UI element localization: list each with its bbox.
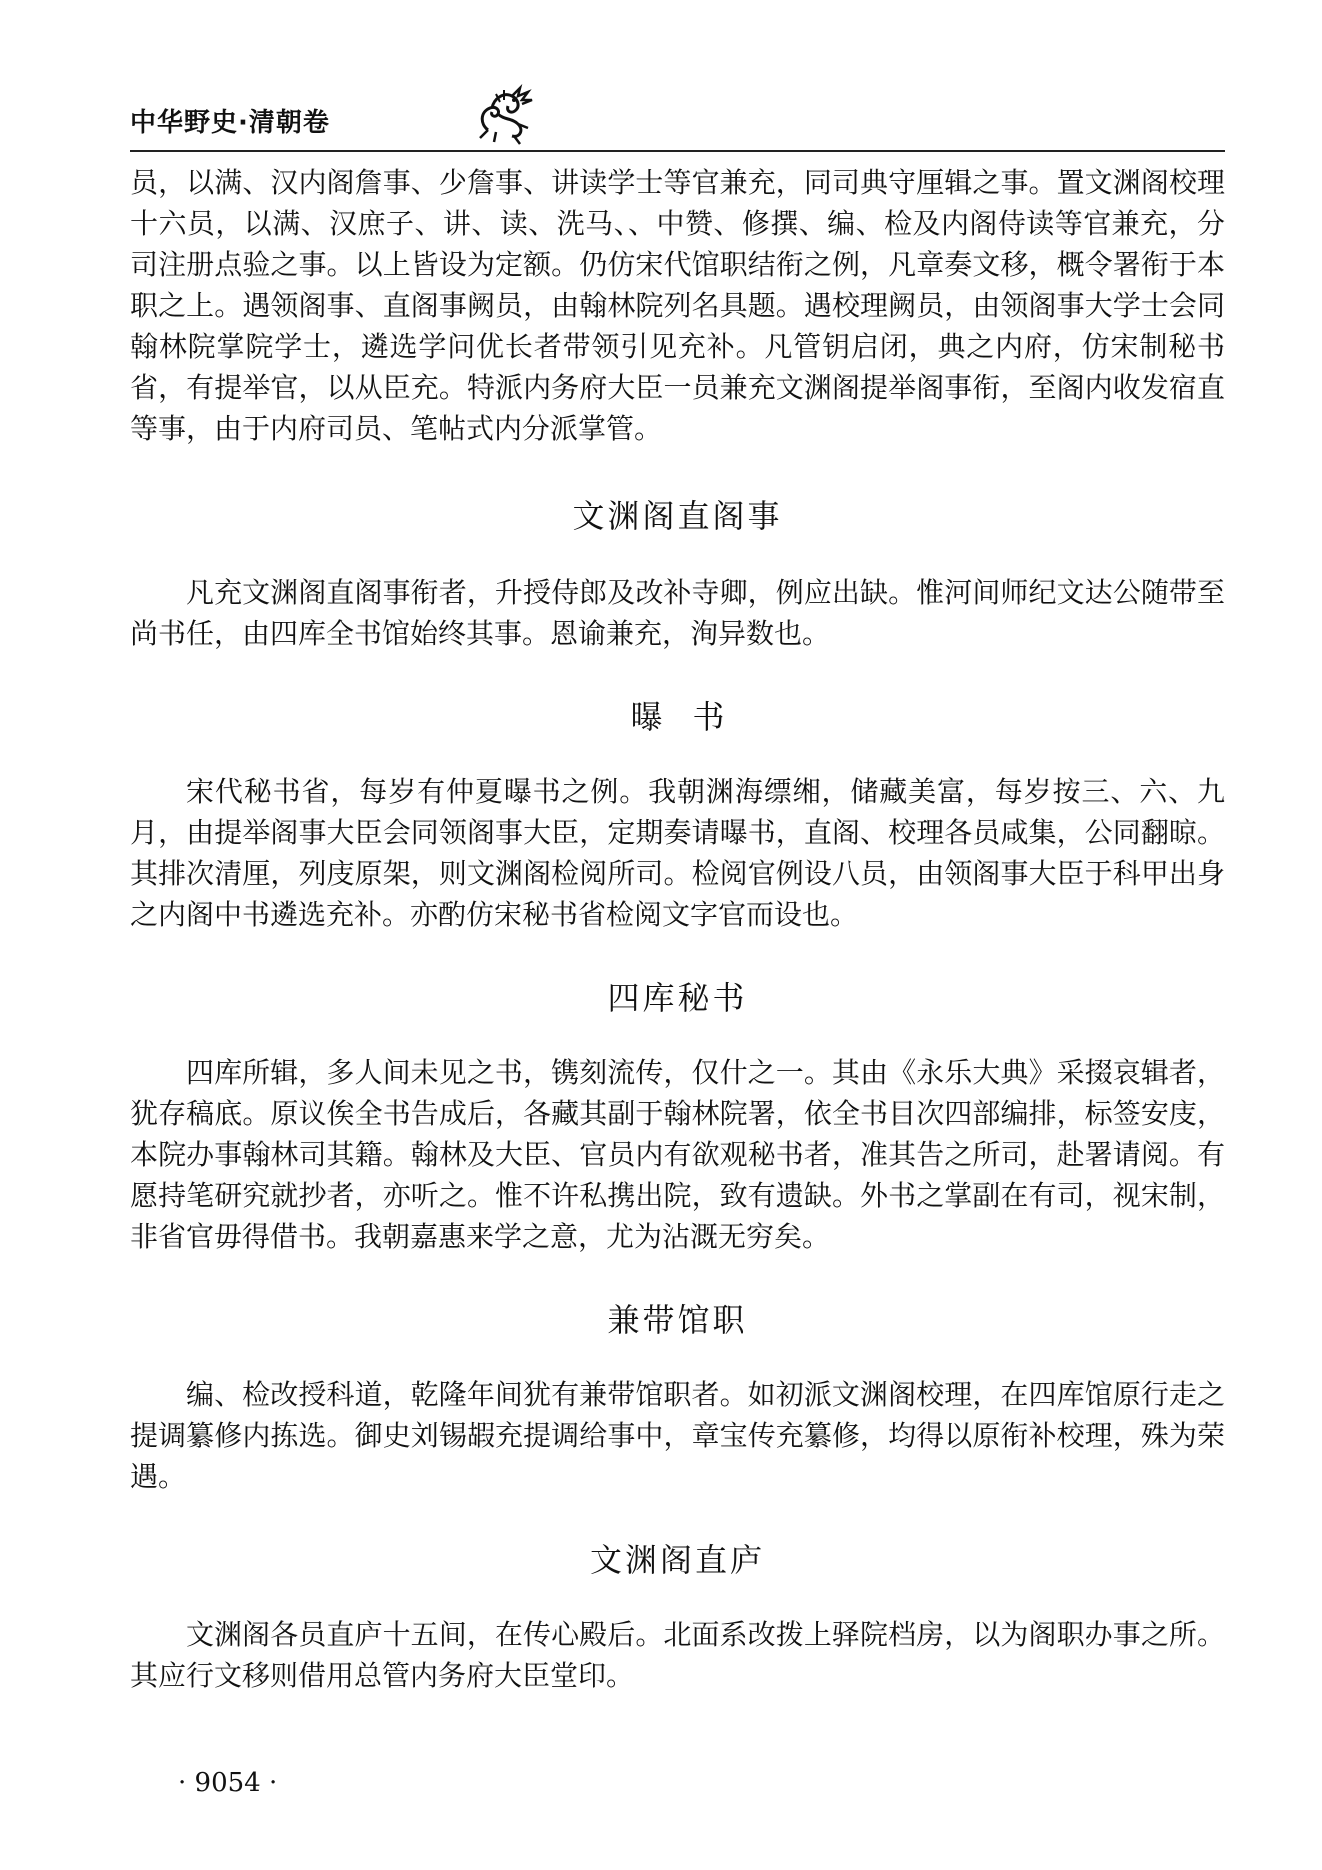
- page-body: [130, 162, 1225, 1696]
- header-rule: [130, 150, 1225, 152]
- book-title: 中华野史·清朝卷: [130, 108, 330, 138]
- page-number: · 9054 ·: [178, 1768, 278, 1798]
- paragraph: 宋代秘书省，每岁有仲夏曝书之例。我朝渊海缥缃，储藏美富，每岁按三、六、九月，由提举阁事大臣会同领阁事大臣，定期奏请曝书，直阁、校理各员咸集，公同翻晾。其排次清厘，列庋原架，则文渊阁检阅所司。检阅官例设八员，由领阁事大臣于科甲出身之内阁中书遴选充补。亦酌仿宋秘书省检阅文字官而设也。: [130, 775, 1225, 931]
- paragraph: 文渊阁各员直庐十五间，在传心殿后。北面系改拨上驿院档房，以为阁职办事之所。其应行文移则借用总管内务府大臣堂印。: [130, 1618, 1225, 1692]
- paragraph: 员，以满、汉内阁詹事、少詹事、讲读学士等官兼充，同司典守厘辑之事。置文渊阁校理十六员，以满、汉庶子、讲、读、洗马、、中赞、修撰、编、检及内阁侍读等官兼充，分司注册点验之事。以上皆设为定额。仍仿宋代馆职结衔之例，凡章奏文移，概令署衔于本职之上。遇领阁事、直阁事阙员，由翰林院列名具题。遇校理阙员，由领阁事大学士会同翰林院掌院学士，遴选学问优长者带领引见充补。凡管钥启闭，典之内府，仿宋制秘书省，有提举官，以从臣充。特派内务府大臣一员兼充文渊阁提举阁事衔，至阁内收发宿直等事，由于内府司员、笔帖式内分派掌管。: [130, 166, 1225, 445]
- section-heading: 文渊阁直庐: [589, 1541, 765, 1579]
- dragon-icon: [470, 84, 540, 148]
- page-header: [130, 90, 1230, 150]
- paragraph: 编、检改授科道，乾隆年间犹有兼带馆职者。如初派文渊阁校理，在四库馆原行走之提调纂修内拣选。御史刘锡嘏充提调给事中，章宝传充纂修，均得以原衔补校理，殊为荣遇。: [130, 1378, 1225, 1493]
- section-heading: 曝书: [630, 698, 755, 736]
- section-heading: 四库秘书: [607, 979, 748, 1017]
- section-heading: 兼带馆职: [607, 1301, 748, 1339]
- paragraph: 凡充文渊阁直阁事衔者，升授侍郎及改补寺卿，例应出缺。惟河间师纪文达公随带至尚书任，由四库全书馆始终其事。恩谕兼充，洵异数也。: [130, 576, 1225, 650]
- paragraph: 四库所辑，多人间未见之书，镌刻流传，仅什之一。其由《永乐大典》采掇哀辑者，犹存稿底。原议俟全书告成后，各藏其副于翰林院署，依全书目次四部编排，标签安庋，本院办事翰林司其籍。翰林及大臣、官员内有欲观秘书者，准其告之所司，赴署请阅。有愿持笔研究就抄者，亦听之。惟不许私携出院，致有遗缺。外书之掌副在有司，视宋制，非省官毋得借书。我朝嘉惠来学之意，尤为沾溉无穷矣。: [130, 1056, 1225, 1253]
- section-heading: 文渊阁直阁事: [572, 497, 783, 535]
